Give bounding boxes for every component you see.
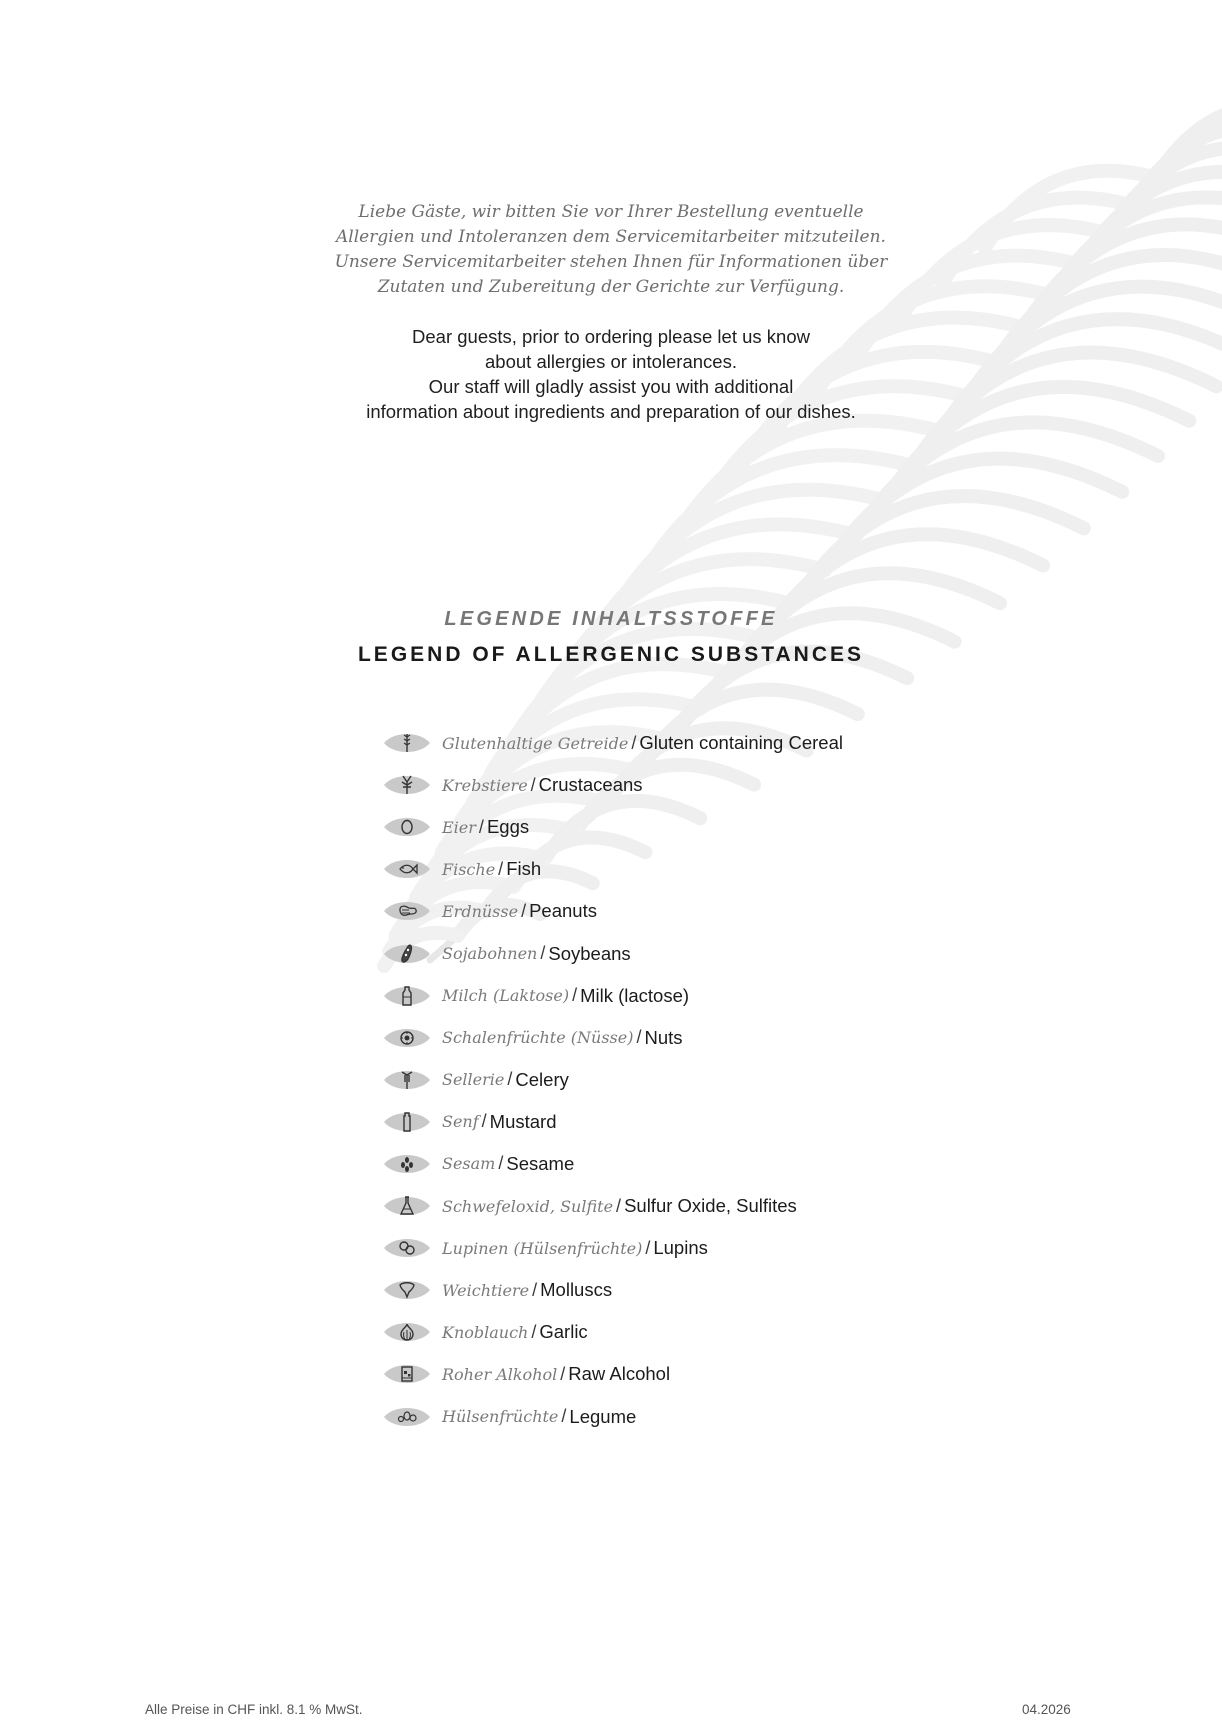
intro-english-line: information about ingredients and preparation of our dishes. xyxy=(366,401,856,422)
allergen-name-german: Glutenhaltige Getreide xyxy=(442,733,629,753)
fish-icon xyxy=(382,855,432,883)
allergen-name-english: Peanuts xyxy=(529,900,597,922)
menu-date: 04.2026 xyxy=(1022,1702,1071,1717)
mustard-icon xyxy=(382,1108,432,1136)
allergen-row xyxy=(382,848,843,890)
allergen-name-german: Lupinen (Hülsenfrüchte) xyxy=(442,1238,643,1258)
legend-title-english: LEGEND OF ALLERGENIC SUBSTANCES xyxy=(357,643,865,666)
legend-title-german: LEGENDE INHALTSSTOFFE xyxy=(444,608,778,630)
name-separator: / xyxy=(481,1111,487,1132)
allergen-name-english: Sesame xyxy=(506,1152,575,1174)
allergen-name-english: Nuts xyxy=(644,1026,683,1048)
wheat-icon xyxy=(382,729,432,757)
allergen-row xyxy=(382,1227,843,1269)
allergen-name-english: Milk (lactose) xyxy=(580,984,690,1006)
name-separator: / xyxy=(540,943,546,964)
name-separator: / xyxy=(560,1363,566,1384)
allergen-row xyxy=(382,1017,843,1059)
intro-german-line: Allergien und Intoleranzen dem Servicemitarbeiter mitzuteilen. xyxy=(336,227,886,247)
peanut-icon xyxy=(382,897,432,925)
celery-icon xyxy=(382,1066,432,1094)
name-separator: / xyxy=(572,985,578,1006)
allergen-name-english: Raw Alcohol xyxy=(568,1363,671,1385)
allergen-name-english: Fish xyxy=(506,858,542,880)
allergen-name-german: Hülsenfrüchte xyxy=(442,1407,559,1427)
allergen-row xyxy=(382,764,843,806)
allergen-row xyxy=(382,1101,843,1143)
allergen-name-german: Milch (Laktose) xyxy=(442,986,570,1006)
allergen-name-german: Schwefeloxid, Sulfite xyxy=(442,1196,614,1216)
soybean-icon xyxy=(382,940,432,968)
allergen-row xyxy=(382,806,843,848)
intro-english xyxy=(0,324,1222,424)
allergen-row xyxy=(382,722,843,764)
egg-icon xyxy=(382,813,432,841)
allergen-name-german: Sesam xyxy=(442,1154,496,1174)
allergen-list xyxy=(382,722,843,1438)
intro-german-line: Zutaten und Zubereitung der Gerichte zur Verfügung. xyxy=(377,277,845,297)
allergen-name-english: Legume xyxy=(569,1405,637,1427)
name-separator: / xyxy=(498,1153,504,1174)
name-separator: / xyxy=(530,774,536,795)
allergen-name-english: Sulfur Oxide, Sulfites xyxy=(624,1195,797,1217)
allergen-row xyxy=(382,932,843,974)
allergen-name-german: Krebstiere xyxy=(442,775,528,795)
lupin-icon xyxy=(382,1234,432,1262)
name-separator: / xyxy=(561,1406,567,1427)
allergen-name-german: Schalenfrüchte (Nüsse) xyxy=(442,1028,634,1048)
allergen-name-english: Eggs xyxy=(486,816,530,838)
allergen-row xyxy=(382,975,843,1017)
allergen-row xyxy=(382,1396,843,1438)
allergen-name-german: Roher Alkohol xyxy=(442,1364,558,1384)
allergen-name-english: Soybeans xyxy=(548,942,631,964)
name-separator: / xyxy=(521,900,527,921)
allergen-name-english: Mustard xyxy=(489,1110,557,1132)
intro-german-line: Unsere Servicemitarbeiter stehen Ihnen für Informationen über xyxy=(334,252,888,272)
allergen-row xyxy=(382,1311,843,1353)
allergen-name-english: Crustaceans xyxy=(538,774,643,796)
allergen-name-german: Sellerie xyxy=(442,1070,505,1090)
allergen-name-german: Erdnüsse xyxy=(442,901,519,921)
flask-icon xyxy=(382,1192,432,1220)
allergen-name-german: Senf xyxy=(442,1112,479,1132)
allergen-name-english: Gluten containing Cereal xyxy=(639,732,843,754)
intro-english-line: Dear guests, prior to ordering please let us know xyxy=(412,326,810,347)
mollusc-icon xyxy=(382,1276,432,1304)
intro-german xyxy=(0,200,1222,300)
allergen-row xyxy=(382,1269,843,1311)
alcohol-glass-icon xyxy=(382,1360,432,1388)
name-separator: / xyxy=(636,1027,642,1048)
garlic-icon xyxy=(382,1318,432,1346)
allergen-name-german: Sojabohnen xyxy=(442,944,538,964)
intro-english-line: about allergies or intolerances. xyxy=(485,351,737,372)
allergen-name-german: Fische xyxy=(442,859,496,879)
name-separator: / xyxy=(507,1069,513,1090)
sesame-icon xyxy=(382,1150,432,1178)
allergen-name-english: Lupins xyxy=(653,1237,708,1259)
name-separator: / xyxy=(498,858,504,879)
price-note: Alle Preise in CHF inkl. 8.1 % MwSt. xyxy=(145,1702,363,1717)
allergen-row xyxy=(382,1353,843,1395)
intro-german-line: Liebe Gäste, wir bitten Sie vor Ihrer Bestellung eventuelle xyxy=(358,202,864,222)
allergen-name-english: Celery xyxy=(515,1068,569,1090)
allergen-row xyxy=(382,890,843,932)
allergen-name-german: Knoblauch xyxy=(442,1322,529,1342)
nut-icon xyxy=(382,1024,432,1052)
allergen-name-german: Eier xyxy=(442,817,476,837)
name-separator: / xyxy=(532,1279,538,1300)
allergen-name-english: Molluscs xyxy=(540,1279,613,1301)
milk-bottle-icon xyxy=(382,982,432,1010)
name-separator: / xyxy=(645,1237,651,1258)
allergen-name-english: Garlic xyxy=(539,1321,588,1343)
allergen-name-german: Weichtiere xyxy=(442,1280,530,1300)
allergen-row xyxy=(382,1059,843,1101)
name-separator: / xyxy=(478,816,484,837)
crustacean-icon xyxy=(382,771,432,799)
allergen-row xyxy=(382,1143,843,1185)
name-separator: / xyxy=(531,1321,537,1342)
name-separator: / xyxy=(616,1195,622,1216)
legume-icon xyxy=(382,1403,432,1431)
name-separator: / xyxy=(631,732,637,753)
allergen-row xyxy=(382,1185,843,1227)
intro-english-line: Our staff will gladly assist you with additional xyxy=(428,376,794,397)
